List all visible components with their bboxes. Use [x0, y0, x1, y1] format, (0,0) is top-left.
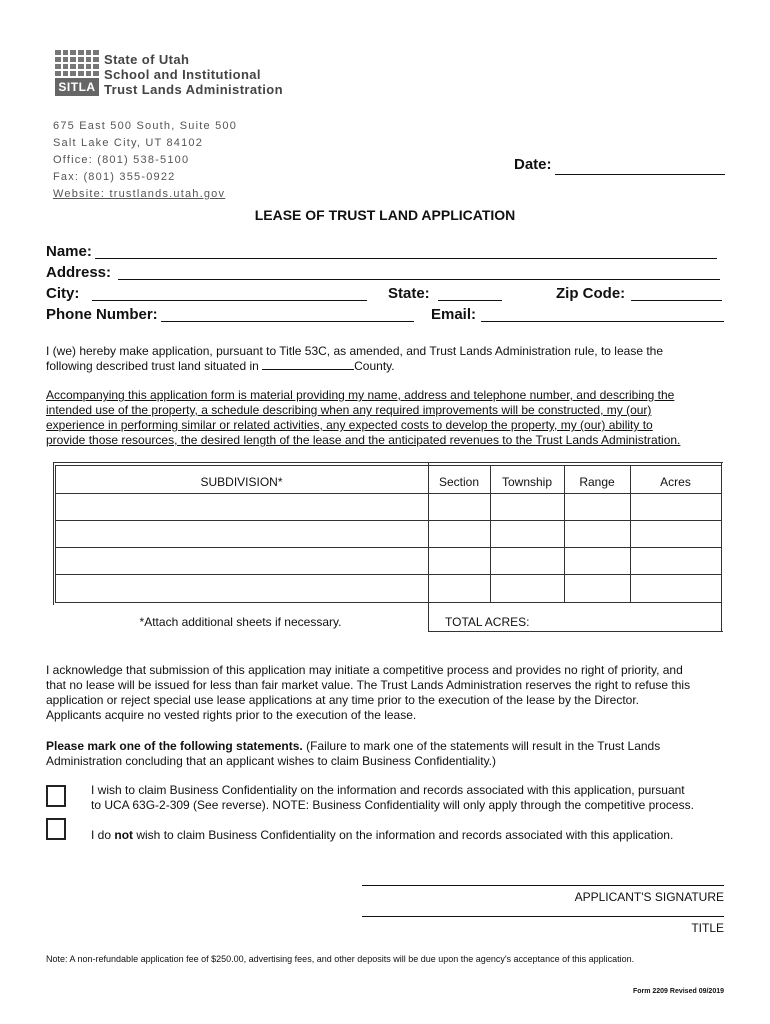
col-header-section: Section: [438, 475, 480, 489]
office-phone: Office: (801) 538-5100: [53, 154, 190, 166]
zip-field[interactable]: [631, 300, 722, 301]
option-text-post: wish to claim Business Confidentiality on the information and records associated with this application.: [133, 828, 674, 842]
city-field[interactable]: [92, 300, 367, 301]
accompanying-materials: [46, 388, 736, 448]
agency-line: State of Utah: [104, 52, 190, 67]
acknowledgement-line: I acknowledge that submission of this application may initiate a competitive process and provides no right of priority, and: [46, 663, 683, 677]
county-suffix: County.: [354, 359, 395, 373]
fax-number: Fax: (801) 355-0922: [53, 171, 176, 183]
col-header-range: Range: [579, 475, 615, 489]
phone-label: Phone Number:: [46, 306, 158, 323]
table-border: [721, 462, 722, 632]
materials-line: Accompanying this application form is material providing my name, address and telephone number, and describing the: [46, 388, 675, 402]
table-border: [55, 465, 721, 466]
agency-name: [104, 52, 283, 97]
table-row-divider: [55, 574, 721, 575]
land-description-table: [53, 462, 723, 632]
acknowledgement-line: Applicants acquire no vested rights prior to the execution of the lease.: [46, 708, 417, 722]
form-number: Form 2209 Revised 09/2019: [632, 988, 724, 995]
table-row-divider: [55, 547, 721, 548]
address-line-2: Salt Lake City, UT 84102: [53, 137, 204, 149]
table-row-divider: [55, 493, 721, 494]
state-field[interactable]: [438, 300, 502, 301]
col-header-township: Township: [501, 475, 553, 489]
county-line: [46, 359, 736, 374]
logo-badge: SITLA: [55, 78, 99, 96]
materials-line: provide those resources, the desired length of the lease and the anticipated revenues to the Trust Lands Administration.: [46, 433, 681, 447]
statements-intro-line-1: [46, 739, 736, 754]
website-link[interactable]: Website: trustlands.utah.gov: [53, 188, 226, 200]
agency-line: Trust Lands Administration: [104, 82, 283, 97]
materials-line: experience in performing similar or related activities, any expected costs to develop the property, my (our) ability to: [46, 418, 653, 432]
claim-confidentiality-checkbox[interactable]: [46, 785, 66, 807]
title-label: TITLE: [691, 921, 724, 935]
city-label: City:: [46, 285, 80, 302]
statement-line-2: following described trust land situated in: [46, 359, 259, 373]
agency-line: School and Institutional: [104, 67, 261, 82]
signature-line[interactable]: [362, 885, 724, 886]
application-statement: [46, 344, 736, 374]
acknowledgement: [46, 663, 736, 723]
fee-note: Note: A non-refundable application fee of $250.00, advertising fees, and other deposits will be due upon the agency's acceptance of this application.: [46, 954, 635, 964]
table-border: [53, 462, 54, 605]
date-label: Date:: [514, 156, 552, 173]
statements-intro: [46, 739, 736, 769]
statements-warning: (Failure to mark one of the statements will result in the Trust Lands: [302, 739, 661, 753]
date-field[interactable]: [555, 174, 725, 175]
col-header-acres: Acres: [660, 475, 691, 489]
county-field[interactable]: [262, 369, 354, 370]
statement-line: I (we) hereby make application, pursuant to Title 53C, as amended, and Trust Lands Administration rule, to lease the: [46, 344, 664, 358]
acknowledgement-line: application or reject special use lease applications at any time prior to the execution of the lease by the Director.: [46, 693, 639, 707]
state-label: State:: [388, 285, 430, 302]
address-line-1: 675 East 500 South, Suite 500: [53, 120, 238, 132]
claim-confidentiality-text: [91, 783, 741, 813]
name-field[interactable]: [95, 258, 717, 259]
acknowledgement-line: that no lease will be issued for less than fair market value. The Trust Lands Administration reserves the right to refuse this: [46, 678, 691, 692]
option-line: I wish to claim Business Confidentiality on the information and records associated with this application, pursuant: [91, 783, 685, 797]
signature-label: APPLICANT'S SIGNATURE: [574, 890, 724, 904]
contact-block: [53, 118, 237, 203]
statements-intro-line-2: Administration concluding that an applicant wishes to claim Business Confidentiality.): [46, 754, 497, 768]
email-label: Email:: [431, 306, 477, 323]
attach-sheets-note: *Attach additional sheets if necessary.: [139, 615, 342, 629]
decline-confidentiality-text: [91, 828, 741, 843]
total-acres-label: TOTAL ACRES:: [445, 615, 530, 629]
option-line: to UCA 63G-2-309 (See reverse). NOTE: Business Confidentiality will only apply through the competitive process.: [91, 798, 694, 812]
form-title: LEASE OF TRUST LAND APPLICATION: [254, 207, 516, 223]
option-text-not: not: [114, 828, 134, 842]
decline-confidentiality-checkbox[interactable]: [46, 818, 66, 840]
table-row-divider: [55, 602, 721, 603]
zip-label: Zip Code:: [556, 285, 626, 302]
email-field[interactable]: [481, 321, 724, 322]
col-header-subdivision: SUBDIVISION*: [200, 475, 283, 489]
table-border: [53, 462, 723, 463]
phone-field[interactable]: [161, 321, 414, 322]
materials-line: intended use of the property, a schedule describing when any required improvements will be constructed, my (our): [46, 403, 652, 417]
address-field[interactable]: [118, 279, 720, 280]
statements-instruction: Please mark one of the following statements.: [46, 739, 303, 753]
title-line[interactable]: [362, 916, 724, 917]
table-row-divider: [55, 520, 721, 521]
table-border: [428, 631, 723, 632]
name-label: Name:: [46, 243, 92, 260]
option-text-pre: I do: [91, 828, 115, 842]
address-label: Address:: [46, 264, 112, 281]
logo-grid: [55, 50, 99, 76]
